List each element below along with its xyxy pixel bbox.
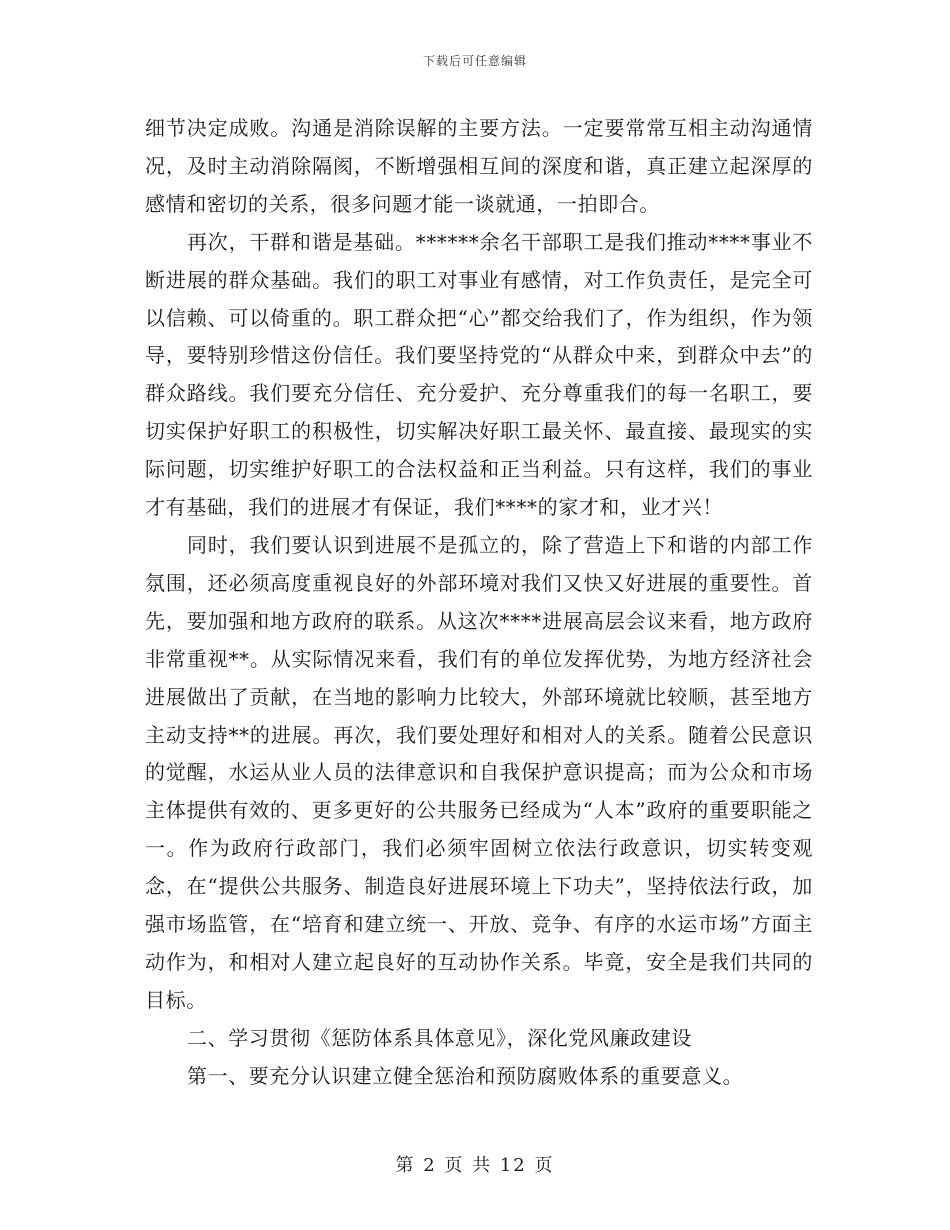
paragraph-4: 第一、要充分认识建立健全惩治和预防腐败体系的重要意义。 bbox=[187, 1063, 744, 1088]
paragraph-2: 再次，干群和谐是基础。******余名干部职工是我们推动****事业不断进展的群众基础。我们的职工对事业有感情，对工作负责任，是完全可以信赖、可以倚重的。职工群众把“心”都交给我们了，作为组织，作为领导，要特别珍惜这份信任。我们要坚持党的“从群众中来，到群众中去”的群众路线。我们要充分信任、充分爱护、充分尊重我们的每一名职工，要切实保护好职工的积极性，切实解决好职工最关怀、最直接、最现实的实际问题，切实维护好职工的合法权益和正当利益。只有这样，我们的事业才有基础，我们的进展才有保证，我们****的家才和，业才兴！ bbox=[145, 229, 813, 520]
paragraph-3: 同时，我们要认识到进展不是孤立的，除了营造上下和谐的内部工作氛围，还必须高度重视良好的外部环境对我们又快又好进展的重要性。首先，要加强和地方政府的联系。从这次****进展高层会议来看，地方政府非常重视**。从实际情况来看，我们有的单位发挥优势，为地方经济社会进展做出了贡献，在当地的影响力比较大，外部环境就比较顺，甚至地方主动支持**的进展。再次，我们要处理好和相对人的关系。随着公民意识的觉醒，水运从业人员的法律意识和自我保护意识提高；而为公众和市场主体提供有效的、更多更好的公共服务已经成为“人本”政府的重要职能之一。作为政府行政部门，我们必须牢固树立依法行政意识，切实转变观念，在“提供公共服务、制造良好进展环境上下功夫”，坚持依法行政，加强市场监管，在“培育和建立统一、开放、竞争、有序的水运市场”方面主动作为，和相对人建立起良好的互动协作关系。毕竟，安全是我们共同的目标。 bbox=[145, 532, 813, 1012]
page-number: 第 2 页 共 12 页 bbox=[395, 1155, 555, 1176]
document-body bbox=[145, 110, 813, 1096]
page-header: 下载后可任意编辑 bbox=[422, 54, 527, 68]
paragraph-1: 细节决定成败。沟通是消除误解的主要方法。一定要常常互相主动沟通情况，及时主动消除隔阂，不断增强相互间的深度和谐，真正建立起深厚的感情和密切的关系，很多问题才能一谈就通，一拍即合。 bbox=[145, 116, 813, 216]
section-heading: 二、学习贯彻《惩防体系具体意见》，深化党风廉政建设 bbox=[187, 1025, 692, 1050]
